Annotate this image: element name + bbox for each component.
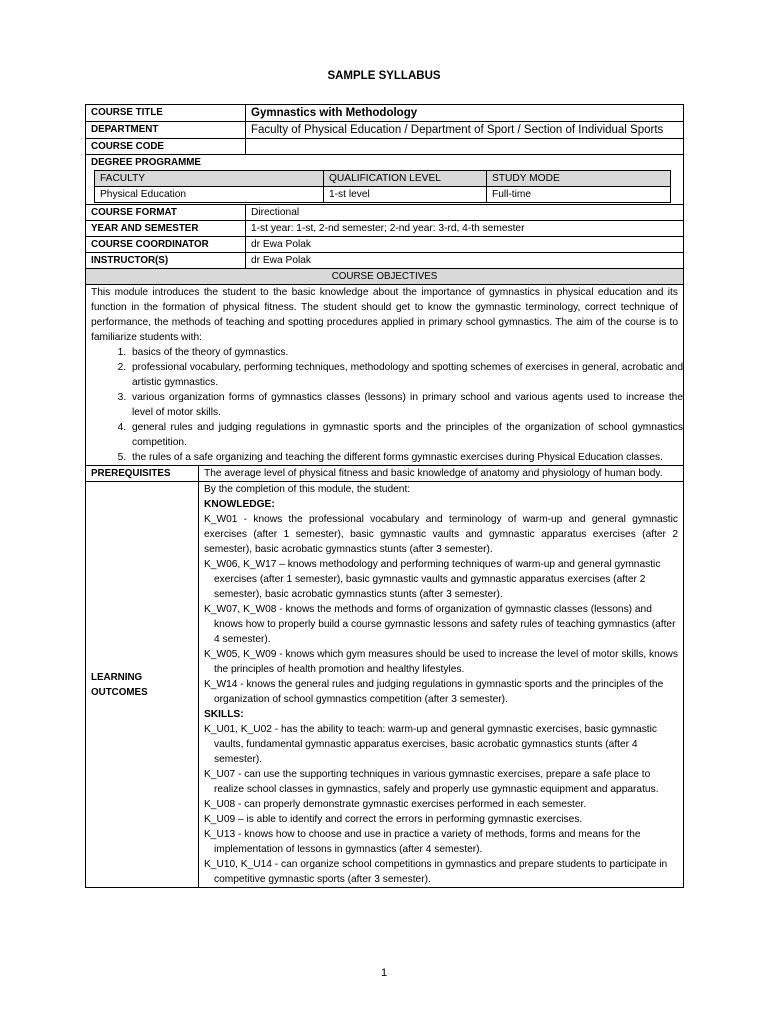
objective-item: 3. various organization forms of gymnastics classes (lessons) in primary school and various agents used to increase the level of motor skills. xyxy=(129,390,683,420)
objectives-row xyxy=(86,285,683,466)
skills-item: K_U07 - can use the supporting techniques in various gymnastic exercises, prepare a safe place to realize school classes in gymnastics, safely and properly use gymnastic equipment and apparatus. xyxy=(204,769,659,795)
prerequisites-row xyxy=(86,466,683,482)
knowledge-item: K_W14 - knows the general rules and judging regulations in gymnastic sports and the principles of the organization of school gymnastics competition (after 3 semester). xyxy=(204,679,664,705)
learning-outcomes-label-line1: LEARNING xyxy=(91,671,143,683)
degree-programme-label: DEGREE PROGRAMME xyxy=(91,157,201,168)
degree-table xyxy=(94,170,671,203)
learning-outcomes-content xyxy=(199,482,683,887)
page-number: 1 xyxy=(380,967,388,979)
degree-cell-study-mode: Full-time xyxy=(492,189,532,200)
skills-item: K_U08 - can properly demonstrate gymnastic exercises performed in each semester. xyxy=(204,799,587,810)
learning-outcomes-label xyxy=(86,482,199,887)
objectives-heading: COURSE OBJECTIVES xyxy=(331,271,438,282)
coordinator-row xyxy=(86,237,683,253)
department-row xyxy=(86,122,683,139)
course-code-value xyxy=(246,139,683,154)
learning-outcomes-row xyxy=(86,482,683,887)
course-format-value: Directional xyxy=(251,207,300,218)
knowledge-heading: KNOWLEDGE: xyxy=(204,499,275,510)
course-format-row xyxy=(86,205,683,221)
course-title-label: COURSE TITLE xyxy=(86,105,246,121)
year-semester-row xyxy=(86,221,683,237)
learning-outcomes-intro: By the completion of this module, the student: xyxy=(204,484,411,495)
department-value: Faculty of Physical Education / Department of Sport / Section of Individual Sports xyxy=(251,124,664,136)
skills-item: K_U10, K_U14 - can organize school competitions in gymnastics and prepare students to participate in competitive gymnastic sports (after 3 semester). xyxy=(204,859,668,885)
coordinator-label: COURSE COORDINATOR xyxy=(86,237,246,252)
objectives-list xyxy=(86,345,683,465)
instructor-row xyxy=(86,253,683,269)
prerequisites-label: PREREQUISITES xyxy=(86,466,199,481)
skills-item: K_U13 - knows how to choose and use in practice a variety of methods, forms and means for the implementation of lessons in gymnastics (after 4 semester). xyxy=(204,829,641,855)
objectives-heading-row xyxy=(86,269,683,285)
objectives-intro: This module introduces the student to the basic knowledge about the importance of gymnastics in physical education and its function in the formation of physical fitness. The student should get to know the gymnastic terminology, correct technique of performance, the methods of teaching and spotting procedures applied in primary school gymnastics. The aim of the course is to familiarize students with: xyxy=(91,287,678,343)
learning-outcomes-label-line2: OUTCOMES xyxy=(91,686,148,698)
skills-item: K_U09 – is able to identify and correct the errors in performing gymnastic exercises. xyxy=(204,814,583,825)
instructor-label: INSTRUCTOR(S) xyxy=(86,253,246,268)
degree-header-qualification: QUALIFICATION LEVEL xyxy=(324,171,487,187)
syllabus-table xyxy=(85,104,684,888)
objective-item: 4. general rules and judging regulations in gymnastic sports and the principles of the organization of school gymnastics competition. xyxy=(129,420,683,450)
year-semester-value: 1-st year: 1-st, 2-nd semester; 2-nd year: 3-rd, 4-th semester xyxy=(251,223,525,234)
prerequisites-value: The average level of physical fitness and basic knowledge of anatomy and physiology of human body. xyxy=(204,468,663,479)
knowledge-item: K_W05, K_W09 - knows which gym measures should be used to increase the level of motor skills, knows the principles of health promotion and healthy lifestyles. xyxy=(204,649,678,675)
degree-header-study-mode: STUDY MODE xyxy=(487,171,670,187)
year-semester-label: YEAR AND SEMESTER xyxy=(86,221,246,236)
objective-item: 2. professional vocabulary, performing techniques, methodology and spotting schemes of exercises in general, acrobatic and artistic gymnastics. xyxy=(129,360,683,390)
objective-item: 1. basics of the theory of gymnastics. xyxy=(129,345,683,360)
course-title-row xyxy=(86,105,683,122)
degree-cell-faculty: Physical Education xyxy=(95,187,324,202)
course-code-row xyxy=(86,139,683,155)
skills-item: K_U01, K_U02 - has the ability to teach: warm-up and general gymnastic exercises, basic gymnastic vaults, fundamental gymnastic apparatus exercises, basic acrobatic gymnastics stunts (after 4 semester). xyxy=(204,724,657,765)
course-code-label: COURSE CODE xyxy=(86,139,246,154)
coordinator-value: dr Ewa Polak xyxy=(251,239,312,250)
degree-programme-row xyxy=(86,155,683,205)
knowledge-item: K_W07, K_W08 - knows the methods and forms of organization of gymnastic classes (lessons) and knows how to properly build a course gymnastic lessons and safety rules of teaching gymnastics (after 4 semester). xyxy=(204,604,676,645)
degree-cell-qualification: 1-st level xyxy=(324,187,487,202)
instructor-value: dr Ewa Polak xyxy=(251,255,312,266)
course-format-label: COURSE FORMAT xyxy=(86,205,246,220)
department-label: DEPARTMENT xyxy=(86,122,246,138)
degree-header-faculty: FACULTY xyxy=(95,171,324,187)
skills-heading: SKILLS: xyxy=(204,709,244,720)
knowledge-item: K_W01 - knows the professional vocabulary and terminology of warm-up and general gymnastic exercises (after 1 semester), basic gymnastic vaults and gymnastic apparatus exercises (after 2 semester), basic acrobatic gymnastics stunts (after 3 semester). xyxy=(204,514,678,555)
course-title-value: Gymnastics with Methodology xyxy=(251,107,418,119)
knowledge-item: K_W06, K_W17 – knows methodology and performing techniques of warm-up and general gymnastic exercises (after 1 semester), basic gymnastic vaults and gymnastic apparatus exercises (after 2 semester), basic acrobatic gymnastics stunts (after 3 semester). xyxy=(204,559,661,600)
objective-item: 5. the rules of a safe organizing and teaching the different forms gymnastic exercises during Physical Education classes. xyxy=(129,450,683,465)
page-title: SAMPLE SYLLABUS xyxy=(327,70,441,82)
